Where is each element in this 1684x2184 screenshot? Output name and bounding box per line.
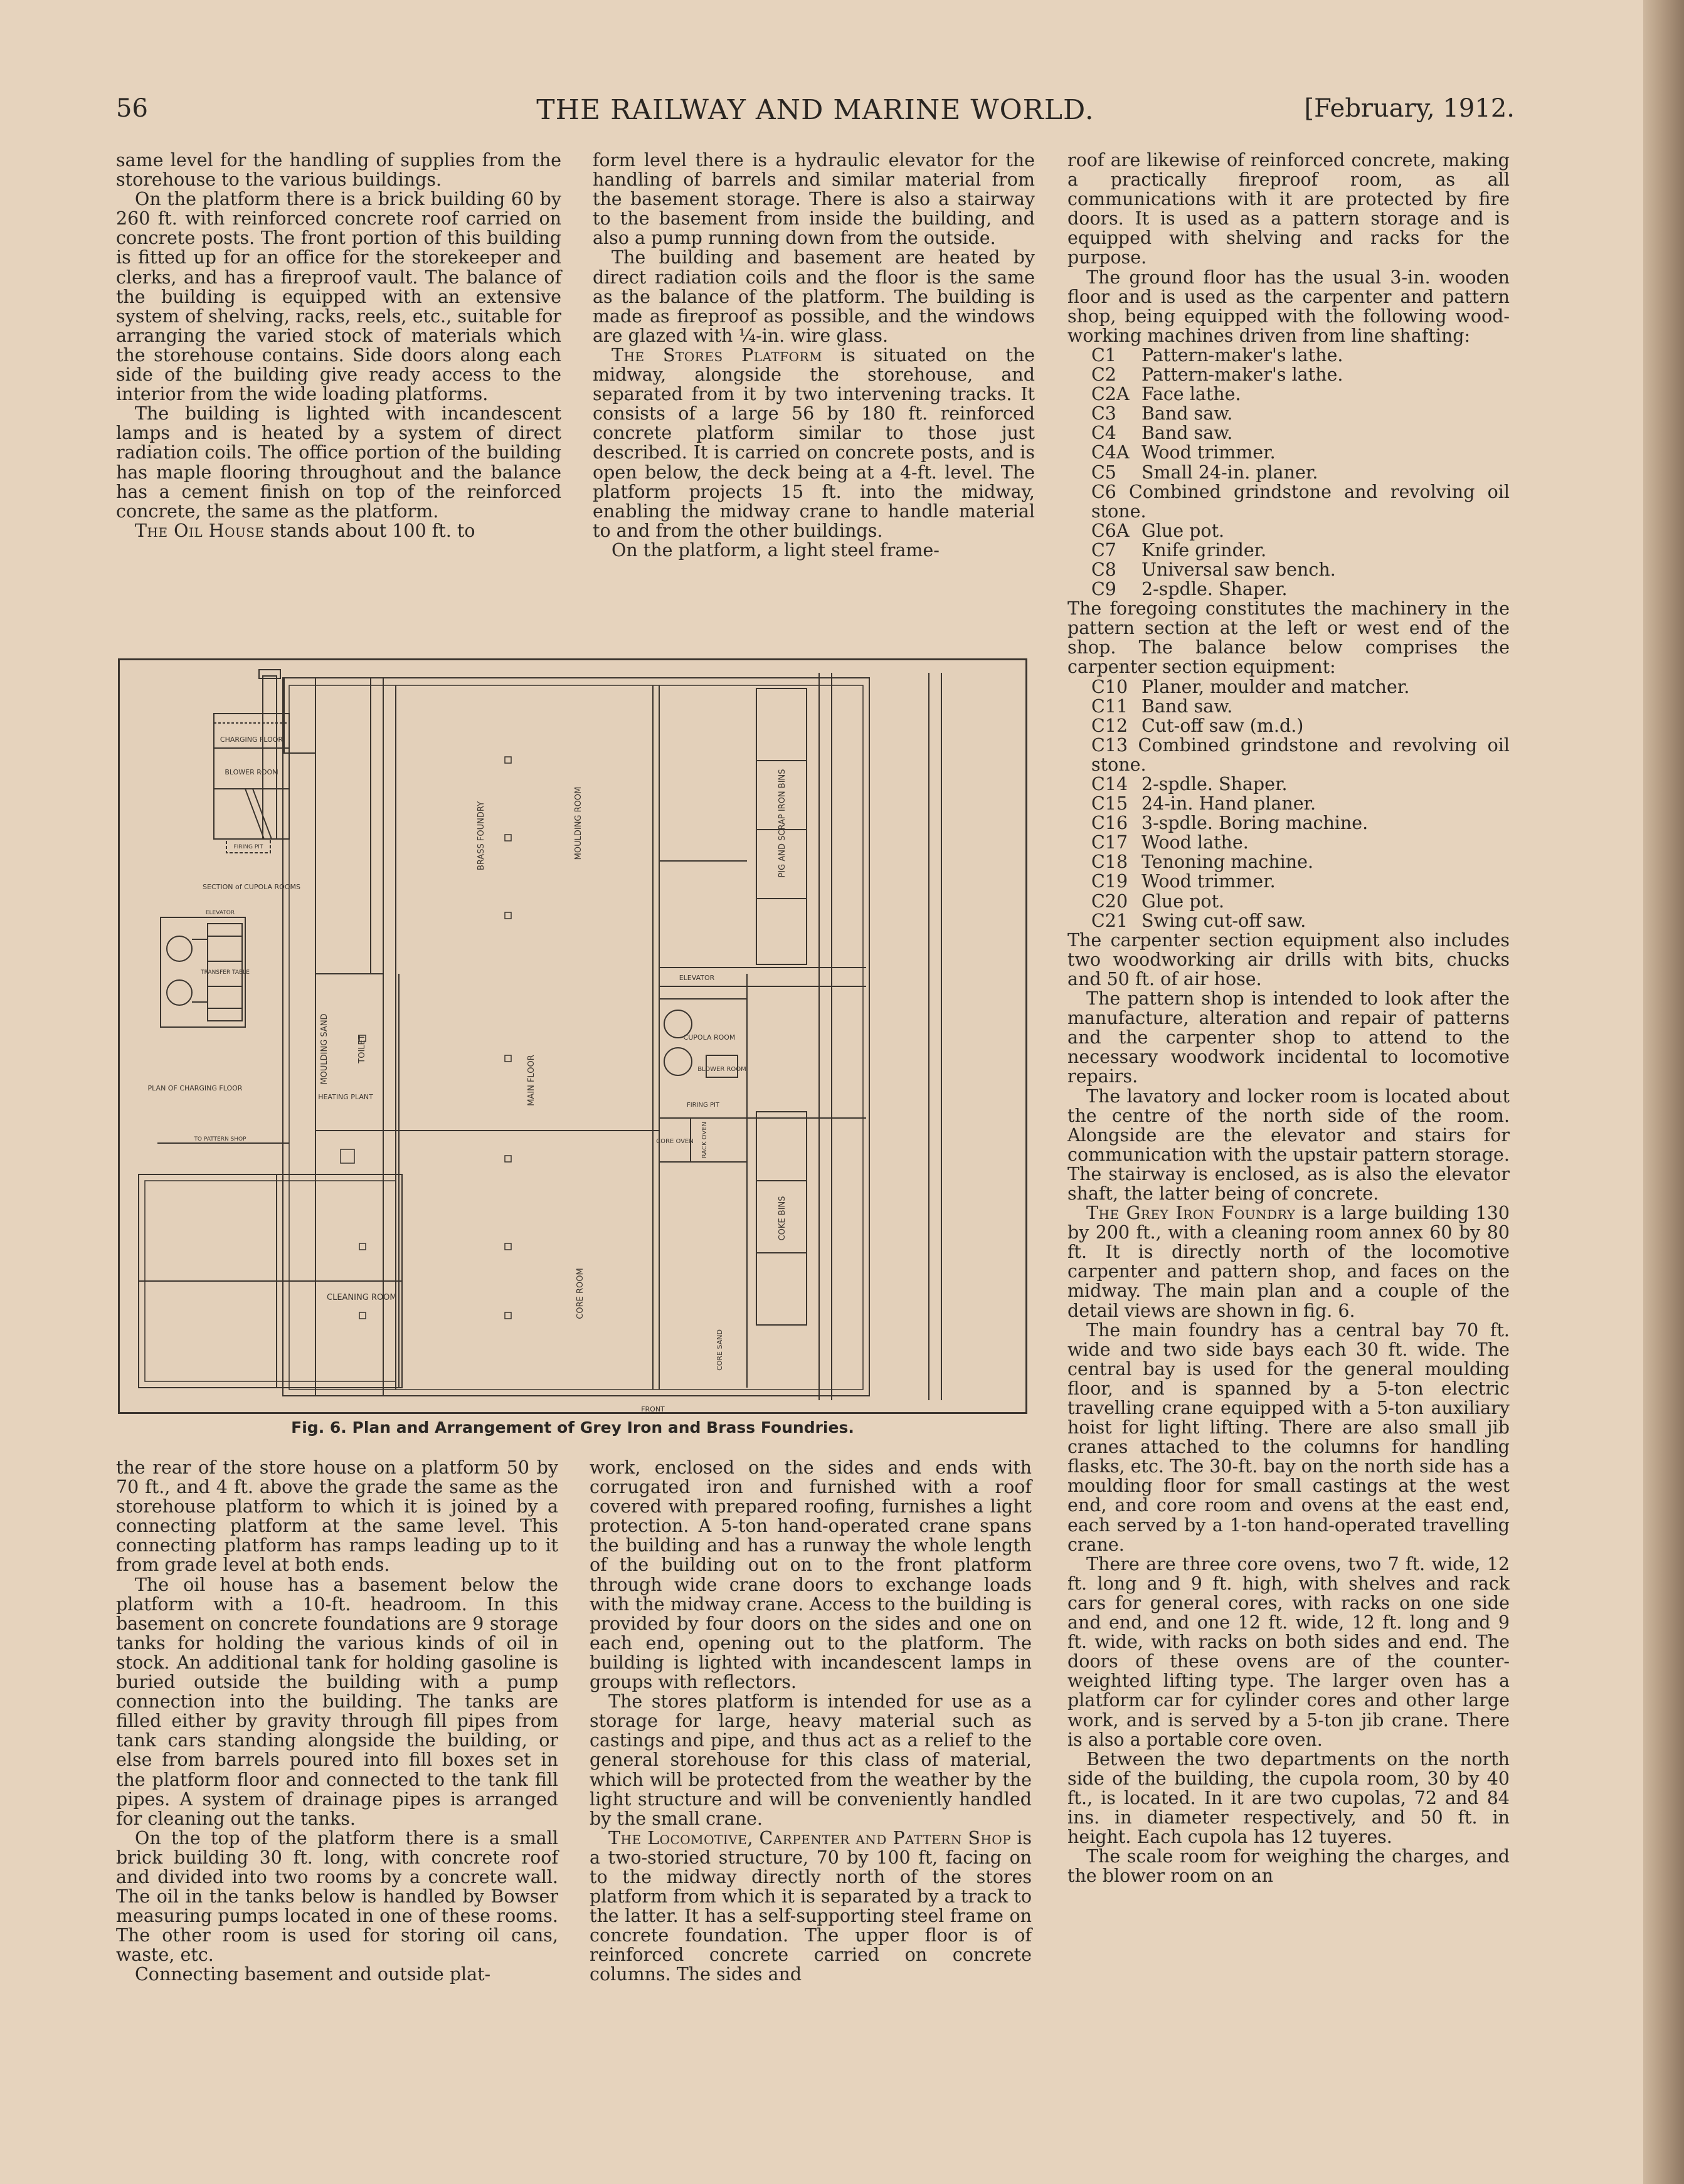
label-core-sand: CORE SAND [716, 1329, 724, 1371]
section-lead: The Oil House [135, 520, 265, 541]
label-section-cupola: SECTION of CUPOLA ROOMS [203, 883, 300, 891]
label-toilet: TOILET [357, 1035, 367, 1063]
label-firing-pit: FIRING PIT [686, 1102, 720, 1109]
label-firing-pit-section: FIRING PIT [233, 844, 263, 850]
list-item: C14 2-spdle. Shaper. [1091, 774, 1288, 794]
paragraph-text: is a two-storied structure, 70 by 100 ft, facing on to the midway directly north of the stores platform from which it is separated by a track to the latter. It has a self-supporting steel frame on concrete foundation. The upper floor is of reinforced concrete carried on concrete columns. The sides and [590, 1827, 1032, 1985]
list-item: C5 Small 24-in. planer. [1091, 462, 1318, 483]
list-item: C13 Combined grindstone and revolving oil stone. [1091, 734, 1510, 775]
paragraph: On the top of the platform there is a small brick building 30 ft. long, with concrete roof and divided into two rooms by a concrete wall. The oil in the tanks below is handled by Bowser measuring pumps located in one of these rooms. The other room is used for storing oil cans, waste, etc. [116, 1827, 558, 1966]
figure-caption: Fig. 6. Plan and Arrangement of Grey Iron and Brass Foundries. [291, 1418, 854, 1437]
issue-date: [February, 1912. [1304, 94, 1515, 123]
label-charging-floor: CHARGING FLOOR [220, 736, 283, 744]
list-item: C7 Knife grinder. [1091, 539, 1267, 561]
list-item: C1 Pattern-maker's lathe. [1091, 344, 1343, 366]
list-item: C4A Wood trimmer. [1091, 442, 1276, 463]
paragraph: work, enclosed on the sides and ends with corrugated iron and furnished with a roof covered with prepared roofing, furnishes a light protection. A 5-ton hand-operated crane spans the building and has a runway the whole length of the building out on to the front platform through wide crane doors to exchange loads with the midway crane. Access to the building is provided by four doors on the sides and one on each end, opening out to the platform. The building is lighted with incandescent lamps in groups with reflectors. [590, 1457, 1032, 1693]
paragraph: The main foundry has a central bay 70 ft. wide and two side bays each 30 ft. wide. The central bay is used for the general moulding floor, and is spanned by a 5-ton electric travelling crane equipped with a 5-ton auxiliary hoist for light lifting. There are also small jib cranes attached to the columns for handling flasks, etc. The 30-ft. bay on the north side has a moulding floor for small castings at the west end, and core room and ovens at the east end, each served by a 1-ton hand-operated travelling crane. [1067, 1319, 1510, 1555]
list-item: C20 Glue pot. [1091, 890, 1225, 912]
column-2-bottom [590, 1458, 1032, 1985]
foundry-plan-drawing [120, 660, 1029, 1416]
list-item: C2 Pattern-maker's lathe. [1091, 364, 1343, 386]
page-header [116, 94, 1515, 138]
paragraph: Connecting basement and outside plat- [135, 1964, 491, 1985]
paragraph: the rear of the store house on a platform 50 by 70 ft., and 4 ft. above the grade the same as the storehouse platform to which it is joined by a connecting platform at the same level. This connecting platform has ramps leading up to it from grade level at both ends. [116, 1457, 558, 1576]
paragraph: The scale room for weighing the charges, and the blower room on an [1067, 1846, 1510, 1887]
paragraph: The oil house has a basement below the platform with a 10-ft. headroom. In this basement on concrete foundations are 9 storage tanks for holding the various kinds of oil in stock. An additional tank for holding gasoline is buried outside the building with a pump connection into the building. The tanks are filled either by gravity through fill pipes from tank cars standing alongside the building, or else from barrels poured into fill boxes set in the platform floor and connected to the tank fill pipes. A system of drainage pipes is arranged for cleaning out the tanks. [116, 1574, 558, 1829]
label-to-pattern-shop: TO PATTERN SHOP [194, 1136, 246, 1142]
machine-list-carpenter [1067, 677, 1510, 931]
paragraph [593, 346, 1035, 541]
section-lead: The Locomotive, Carpenter and Pattern Shop [608, 1827, 1012, 1849]
section-lead: The Grey Iron Foundry [1086, 1203, 1296, 1224]
list-item: C4 Band saw. [1091, 423, 1233, 444]
paragraph: The carpenter section equipment also includes two woodworking air drills with bits, chucks and 50 ft. of air hose. [1067, 929, 1510, 989]
paragraph: Between the two departments on the north side of the building, the cupola room, 30 by 40 ft., is located. In it are two cupolas, 72 and 84 ins. in diameter respectively, and 50 ft. in height. Each cupola has 12 tuyeres. [1067, 1748, 1510, 1848]
label-cleaning-room: CLEANING ROOM [327, 1293, 397, 1302]
paragraph: There are three core ovens, two 7 ft. wide, 12 ft. long and 9 ft. high, with shelves and rack cars for general cores, with racks on one side and end, and one 12 ft. wide, 12 ft. long and 9 ft. wide, with racks on both sides and end. The doors of these ovens are of the counter-weighted lifting type. The larger oven has a platform car for cylinder cores and other large work, and is served by a 5-ton jib crane. There is also a portable core oven. [1067, 1553, 1510, 1750]
paragraph: same level for the handling of supplies from the storehouse to the various buildings. [116, 150, 561, 191]
list-item: C19 Wood trimmer. [1091, 871, 1276, 892]
journal-title: THE RAILWAY AND MARINE WORLD. [536, 94, 1094, 126]
foundry-plan-figure [118, 658, 1027, 1414]
list-item: C6 Combined grindstone and revolving oil stone. [1091, 481, 1510, 522]
label-rack-oven: RACK OVEN [701, 1121, 708, 1159]
label-elevator: ELEVATOR [679, 974, 715, 982]
label-heating-plant: HEATING PLANT [318, 1093, 373, 1101]
label-blower-room: BLOWER ROOM [697, 1066, 746, 1073]
machine-list-pattern [1067, 346, 1510, 599]
paragraph: form level there is a hydraulic elevator for the handling of barrels and similar material from the basement storage. There is also a stairway to the basement from inside the building, and also a pump running down from the outside. [593, 150, 1035, 249]
page-number: 56 [116, 94, 148, 123]
list-item: C2A Face lathe. [1091, 384, 1241, 405]
paragraph: The ground floor has the usual 3-in. wooden floor and is used as the carpenter and pattern shop, being equipped with the following wood-working machines driven from line shafting: [1067, 266, 1510, 346]
list-item: C11 Band saw. [1091, 695, 1233, 717]
paragraph-text: is situated on the midway, alongside the storehouse, and separated from it by two intervening tracks. It consists of a large 56 by 180 ft. reinforced concrete platform similar to those just described. It is carried on concrete posts, and is open below, the deck being at a 4-ft. level. The platform projects 15 ft. into the midway, enabling the midway crane to handle material to and from the other buildings. [593, 344, 1035, 541]
column-1-bottom [116, 1458, 558, 1985]
section-lead: The Stores Platform [612, 344, 823, 366]
label-coke-bins: COKE BINS [778, 1196, 787, 1241]
list-item: C21 Swing cut-off saw. [1091, 910, 1306, 931]
label-cupola-room: CUPOLA ROOM [683, 1033, 736, 1042]
column-3 [1067, 150, 1510, 1886]
cupola-section [214, 670, 289, 853]
label-elevator-plan: ELEVATOR [205, 910, 235, 916]
label-pig-and-scrap-iron-bins: PIG AND SCRAP IRON BINS [778, 769, 787, 878]
label-plan-charging-floor: PLAN OF CHARGING FLOOR [147, 1084, 243, 1092]
label-core-room: CORE ROOM [576, 1268, 585, 1319]
paragraph-text: is a large building 130 by 200 ft., with a cleaning room annex 60 by 80 ft. It is directly north of the locomotive carpenter and pattern shop, and faces on the midway. The main plan and a couple of the detail views are shown in fig. 6. [1067, 1203, 1510, 1321]
paragraph: The foregoing constitutes the machinery in the pattern section at the left or west end of the shop. The balance below comprises the carpenter section equipment: [1067, 598, 1510, 678]
paragraph: roof are likewise of reinforced concrete, making a practically fireproof room, as all communications with it are protected by fire doors. It is used as a pattern storage and is equipped with shelving and racks for the purpose. [1067, 150, 1510, 268]
column-2-top [593, 150, 1035, 560]
list-item: C18 Tenoning machine. [1091, 852, 1314, 873]
page-edge [1643, 0, 1684, 2184]
list-item: C12 Cut-off saw (m.d.) [1091, 715, 1304, 736]
list-item: C8 Universal saw bench. [1091, 559, 1336, 580]
paragraph: The building is lighted with incandescent lamps and is heated by a system of direct radiation coils. The office portion of the building has maple flooring throughout and the balance has a cement finish on top of the reinforced concrete, the same as the platform. [116, 403, 561, 522]
paragraph: On the platform there is a brick building 60 by 260 ft. with reinforced concrete roof carried on concrete posts. The front portion of this building is fitted up for an office for the storekeeper and clerks, and has a fireproof vault. The balance of the building is equipped with an extensive system of shelving, racks, reels, etc., suitable for arranging the varied stock of materials which the storehouse contains. Side doors along each side of the building give ready access to the interior from the wide loading platforms. [116, 189, 561, 405]
column-1-top [116, 150, 561, 541]
paragraph [116, 521, 561, 541]
list-item: C17 Wood lathe. [1091, 832, 1249, 853]
list-item: C15 24-in. Hand planer. [1091, 793, 1316, 815]
paragraph [1067, 1203, 1510, 1321]
label-transfer-table: TRANSFER TABLE [201, 969, 250, 976]
label-blower-room-section: BLOWER ROOM [225, 768, 278, 776]
paragraph: On the platform, a light steel frame- [612, 539, 940, 561]
list-item: C6A Glue pot. [1091, 520, 1225, 541]
list-item: C9 2-spdle. Shaper. [1091, 579, 1288, 600]
label-main-floor: MAIN FLOOR [527, 1055, 536, 1106]
label-core-oven: CORE OVEN [656, 1138, 694, 1145]
list-item: C3 Band saw. [1091, 403, 1233, 425]
paragraph [590, 1828, 1032, 1985]
label-brass-foundry: BRASS FOUNDRY [477, 801, 486, 871]
paragraph: The pattern shop is intended to look after the manufacture, alteration and repair of patterns and the carpenter shop to attend to the necessary woodwork incidental to locomotive repairs. [1067, 988, 1510, 1087]
list-item: C10 Planer, moulder and matcher. [1091, 676, 1410, 697]
label-front: FRONT [641, 1405, 665, 1413]
paragraph-text: stands about 100 ft. to [264, 520, 475, 541]
list-item: C16 3-spdle. Boring machine. [1091, 813, 1369, 834]
label-moulding-sand: MOULDING SAND [320, 1013, 329, 1085]
paragraph: The stores platform is intended for use as a storage for large, heavy material such as castings and pipe, and thus act as a relief to the general storehouse for this class of material, which will be protected from the weather by the light structure and will be conveniently handled by the small crane. [590, 1691, 1032, 1829]
cleaning-room-annex [139, 1174, 402, 1388]
paragraph: The building and basement are heated by direct radiation coils and the floor is the same as the balance of the platform. The building is made as fireproof as possible, and the windows are glazed with ¼-in. wire glass. [593, 247, 1035, 346]
label-moulding-room: MOULDING ROOM [574, 786, 583, 860]
paragraph: The lavatory and locker room is located about the centre of the north side of the room. Alongside are the elevator and stairs for communication with the upstair pattern storage. The stairway is enclosed, as is also the elevator shaft, the latter being of concrete. [1067, 1085, 1510, 1204]
